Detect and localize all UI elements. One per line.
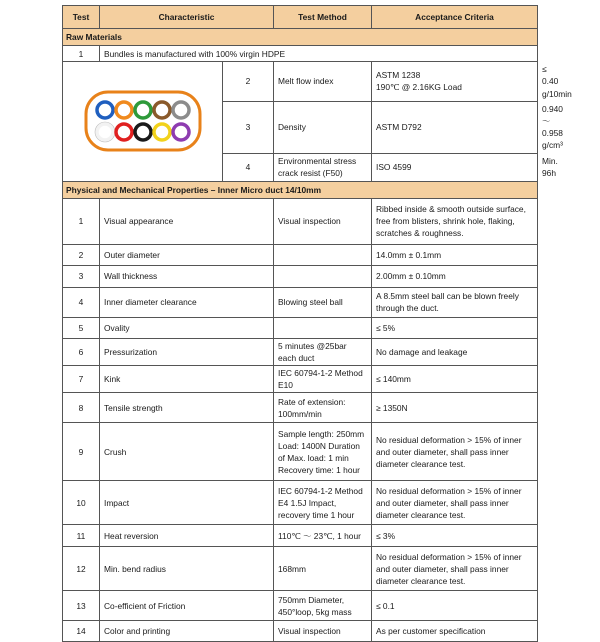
row-test-method: Visual inspection xyxy=(274,621,372,642)
header-row xyxy=(63,6,538,29)
row-test-method xyxy=(274,317,372,338)
row-test-method xyxy=(274,244,372,265)
row-characteristic: Melt flow index xyxy=(274,62,372,102)
row-characteristic: Inner diameter clearance xyxy=(100,287,274,317)
row-criteria: ≥ 1350N xyxy=(372,393,538,423)
row-criteria: As per customer specification xyxy=(372,621,538,642)
row-text: Bundles is manufactured with 100% virgin HDPE xyxy=(100,46,538,62)
duct-ring xyxy=(135,102,151,118)
row-characteristic: Wall thickness xyxy=(100,265,274,287)
row-number: 11 xyxy=(63,525,100,547)
table-row xyxy=(63,481,538,525)
row-test-method: ASTM D792 xyxy=(372,101,538,153)
row-criteria: No damage and leakage xyxy=(372,338,538,365)
row-number: 9 xyxy=(63,423,100,481)
row-criteria: ≤ 140mm xyxy=(372,366,538,393)
row-number: 2 xyxy=(63,244,100,265)
row-number: 3 xyxy=(63,265,100,287)
row-number: 3 xyxy=(223,101,274,153)
duct-ring xyxy=(135,124,151,140)
header-test: Test xyxy=(63,6,100,29)
row-test-method: 110℃ ～ 23℃, 1 hour xyxy=(274,525,372,547)
row-characteristic: Impact xyxy=(100,481,274,525)
row-criteria: ≤ 3% xyxy=(372,525,538,547)
spec-table-container xyxy=(62,5,572,642)
row-test-method: 5 minutes @25bar each duct xyxy=(274,338,372,365)
row-test-method: Blowing steel ball xyxy=(274,287,372,317)
row-characteristic: Outer diameter xyxy=(100,244,274,265)
spec-table xyxy=(62,5,572,642)
row-characteristic: Co-efficient of Friction xyxy=(100,591,274,621)
row-number: 4 xyxy=(63,287,100,317)
duct-ring xyxy=(97,102,113,118)
row-number: 14 xyxy=(63,621,100,642)
row-test-method xyxy=(274,265,372,287)
row-number: 4 xyxy=(223,153,274,181)
table-row: 4 Environmental stress crack resist (F50) ISO 4599 Min. 96h xyxy=(63,153,538,181)
table-row xyxy=(63,621,538,642)
row-number: 1 xyxy=(63,46,100,62)
row-number: 7 xyxy=(63,366,100,393)
row-number: 6 xyxy=(63,338,100,365)
section-title: Raw Materials xyxy=(63,29,538,46)
row-number: 1 xyxy=(63,198,100,244)
table-row xyxy=(63,547,538,591)
row-number: 12 xyxy=(63,547,100,591)
duct-ring xyxy=(154,124,170,140)
duct-bundle-image xyxy=(63,62,223,181)
table-row xyxy=(63,338,538,365)
row-characteristic: Crush xyxy=(100,423,274,481)
table-row xyxy=(63,46,538,62)
row-criteria: 14.0mm ± 0.1mm xyxy=(372,244,538,265)
section-physical-mechanical xyxy=(63,181,538,198)
table-row xyxy=(63,591,538,621)
table-row xyxy=(63,198,538,244)
row-criteria: No residual deformation > 15% of inner and outer diameter, shall pass inner diameter clearance test. xyxy=(372,547,538,591)
table-row xyxy=(63,287,538,317)
row-characteristic: Pressurization xyxy=(100,338,274,365)
section-raw-materials xyxy=(63,29,538,46)
table-row xyxy=(63,366,538,393)
row-criteria: No residual deformation > 15% of inner and outer diameter, shall pass inner diameter clearance test. xyxy=(372,423,538,481)
duct-ring xyxy=(97,124,113,140)
row-test-method: IEC 60794-1-2 Method E10 xyxy=(274,366,372,393)
row-test-method: 750mm Diameter, 450°loop, 5kg mass xyxy=(274,591,372,621)
row-characteristic: Tensile strength xyxy=(100,393,274,423)
row-criteria: 2.00mm ± 0.10mm xyxy=(372,265,538,287)
row-number: 2 xyxy=(223,62,274,102)
row-characteristic: Min. bend radius xyxy=(100,547,274,591)
row-test-method: Rate of extension: 100mm/min xyxy=(274,393,372,423)
row-characteristic: Heat reversion xyxy=(100,525,274,547)
row-characteristic: Ovality xyxy=(100,317,274,338)
header-test-method: Test Method xyxy=(274,6,372,29)
row-characteristic: Kink xyxy=(100,366,274,393)
table-row xyxy=(63,525,538,547)
row-criteria: A 8.5mm steel ball can be blown freely through the duct. xyxy=(372,287,538,317)
row-test-method: ISO 4599 xyxy=(372,153,538,181)
row-characteristic: Color and printing xyxy=(100,621,274,642)
table-row xyxy=(63,317,538,338)
method-line: 190℃ @ 2.16KG Load xyxy=(376,82,462,93)
row-criteria: No residual deformation > 15% of inner and outer diameter, shall pass inner diameter clearance test. xyxy=(372,481,538,525)
row-test-method: Sample length: 250mm Load: 1400N Duration of Max. load: 1 min Recovery time: 1 hour xyxy=(274,423,372,481)
duct-ring xyxy=(154,102,170,118)
method-line: ASTM 1238 xyxy=(376,70,421,81)
row-test-method: IEC 60794-1-2 Method E4 1.5J Impact, recovery time 1 hour xyxy=(274,481,372,525)
row-criteria: ≤ 0.1 xyxy=(372,591,538,621)
row-characteristic: Density xyxy=(274,101,372,153)
row-criteria: ≤ 5% xyxy=(372,317,538,338)
row-number: 10 xyxy=(63,481,100,525)
row-test-method: Visual inspection xyxy=(274,198,372,244)
microduct-bundle-icon xyxy=(84,88,202,154)
table-row xyxy=(63,393,538,423)
row-number: 5 xyxy=(63,317,100,338)
duct-ring xyxy=(173,124,189,140)
row-number: 13 xyxy=(63,591,100,621)
table-row xyxy=(63,244,538,265)
table-row: 2 Melt flow index ASTM 1238 190℃ @ 2.16KG Load ≤ 0.40 g/10min xyxy=(63,62,538,102)
row-characteristic: Visual appearance xyxy=(100,198,274,244)
row-test-method: 168mm xyxy=(274,547,372,591)
row-test-method xyxy=(372,62,538,102)
row-criteria: Ribbed inside & smooth outside surface, free from blisters, shrink hole, flaking, scratches & roughness. xyxy=(372,198,538,244)
row-number: 8 xyxy=(63,393,100,423)
table-row: 3 Density ASTM D792 0.940～0.958 g/cm³ xyxy=(63,101,538,153)
duct-ring xyxy=(116,102,132,118)
duct-ring xyxy=(116,124,132,140)
table-row xyxy=(63,265,538,287)
duct-ring xyxy=(173,102,189,118)
header-acceptance-criteria: Acceptance Criteria xyxy=(372,6,538,29)
row-characteristic: Environmental stress crack resist (F50) xyxy=(274,153,372,181)
section-title: Physical and Mechanical Properties – Inner Micro duct 14/10mm xyxy=(63,181,538,198)
header-characteristic: Characteristic xyxy=(100,6,274,29)
table-row xyxy=(63,423,538,481)
